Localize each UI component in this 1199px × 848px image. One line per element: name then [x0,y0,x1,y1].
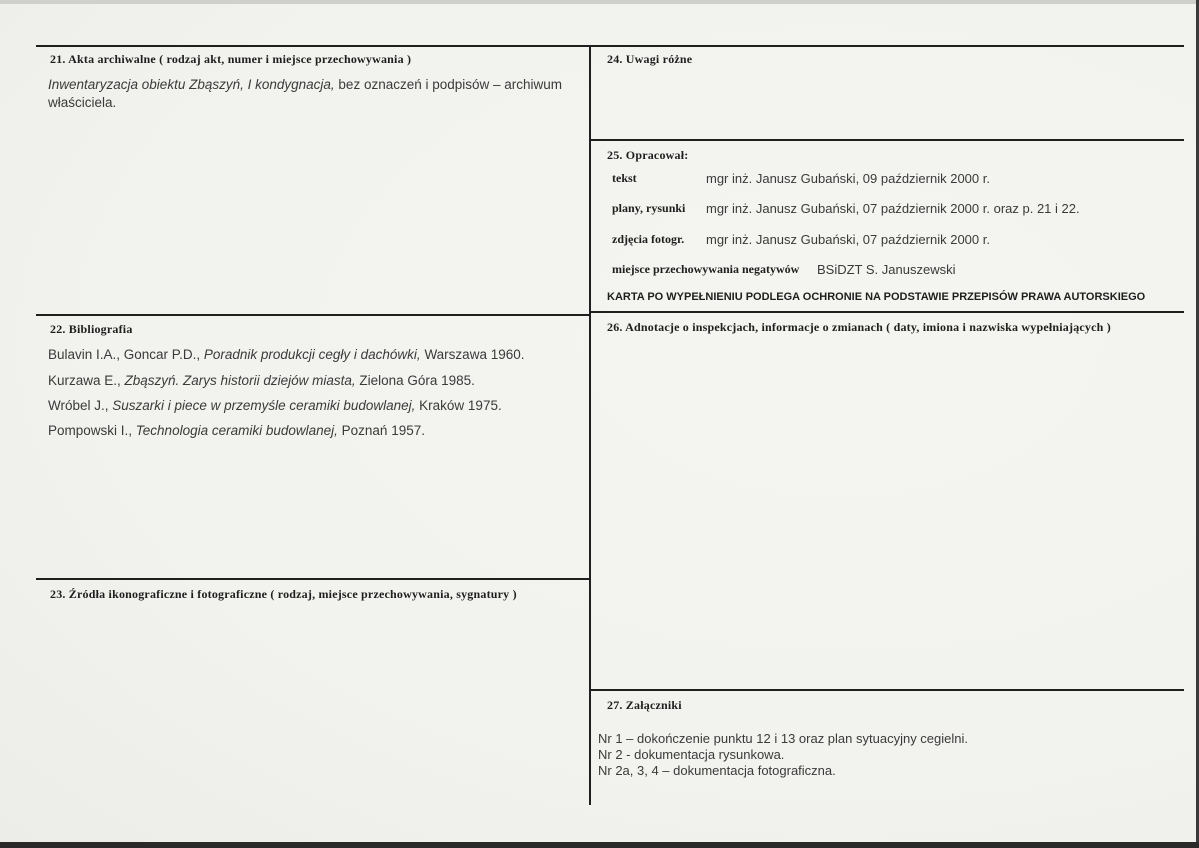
bibliography-entry [48,372,475,390]
rule-24-25 [591,139,1184,141]
section-27-heading: 27. Załączniki [607,698,682,712]
page-top-edge [0,0,1199,4]
bibliography-entry [48,346,524,364]
rule-22-23 [36,578,591,580]
negatives-label: miejsce przechowywania negatywów [612,262,800,276]
rule-25-26 [591,311,1184,313]
bibliography-title: Technologia ceramiki budowlanej, [135,423,338,438]
page-bottom-edge [0,842,1199,848]
author-row-value: mgr inż. Janusz Gubański, 07 październik 2000 r. oraz p. 21 i 22. [706,201,1080,216]
bibliography-author: Kurzawa E., [48,373,125,388]
bibliography-place: Warszawa 1960. [420,347,525,362]
bibliography-author: Wróbel J., [48,398,113,413]
bibliography-title: Poradnik produkcji cegły i dachówki, [203,347,421,362]
bibliography-entry [48,422,425,440]
bibliography-author: Pompowski I., [48,423,136,438]
rule-21-22 [36,314,591,316]
bibliography-place: Kraków 1975. [415,398,502,413]
section-21-line-2: właściciela. [48,95,117,110]
author-row-label: tekst [612,171,637,185]
section-25-heading: 25. Opracował: [607,148,689,162]
section-21-note: bez oznaczeń i podpisów – archiwum [334,77,563,92]
bibliography-place: Poznań 1957. [337,423,425,438]
author-row-value: mgr inż. Janusz Gubański, 07 październik 2000 r. [706,232,990,247]
section-21-line-1 [48,76,562,94]
attachment-item: Nr 1 – dokończenie punktu 12 i 13 oraz plan sytuacyjny cegielni. [598,731,968,746]
bibliography-title: Zbąszyń. Zarys historii dziejów miasta, [124,373,356,388]
section-21-heading: 21. Akta archiwalne ( rodzaj akt, numer i miejsce przechowywania ) [50,52,412,66]
bibliography-title: Suszarki i piece w przemyśle ceramiki budowlanej, [112,398,416,413]
section-24-heading: 24. Uwagi różne [607,52,693,66]
rule-26-27 [591,689,1184,691]
author-row-value: mgr inż. Janusz Gubański, 09 październik 2000 r. [706,171,990,186]
top-rule [36,45,1184,47]
bibliography-entry [48,397,502,415]
bibliography-place: Zielona Góra 1985. [355,373,475,388]
author-row-label: plany, rysunki [612,201,686,215]
copyright-notice: KARTA PO WYPEŁNIENIU PODLEGA OCHRONIE NA PODSTAWIE PRZEPISÓW PRAWA AUTORSKIEGO [607,291,1146,303]
center-divider [589,45,591,805]
section-21-title: Inwentaryzacja obiektu Zbąszyń, I kondygnacja, [48,77,335,92]
section-22-heading: 22. Bibliografia [50,322,133,336]
section-26-heading: 26. Adnotacje o inspekcjach, informacje o zmianach ( daty, imiona i nazwiska wypełniających ) [607,320,1111,334]
attachment-item: Nr 2 - dokumentacja rysunkowa. [598,747,785,762]
negatives-value: BSiDZT S. Januszewski [817,262,956,277]
bibliography-author: Bulavin I.A., Goncar P.D., [48,347,204,362]
author-row-label: zdjęcia fotogr. [612,232,685,246]
attachment-item: Nr 2a, 3, 4 – dokumentacja fotograficzna. [598,763,836,778]
section-23-heading: 23. Źródła ikonograficzne i fotograficzne ( rodzaj, miejsce przechowywania, sygnatury ) [50,587,517,601]
